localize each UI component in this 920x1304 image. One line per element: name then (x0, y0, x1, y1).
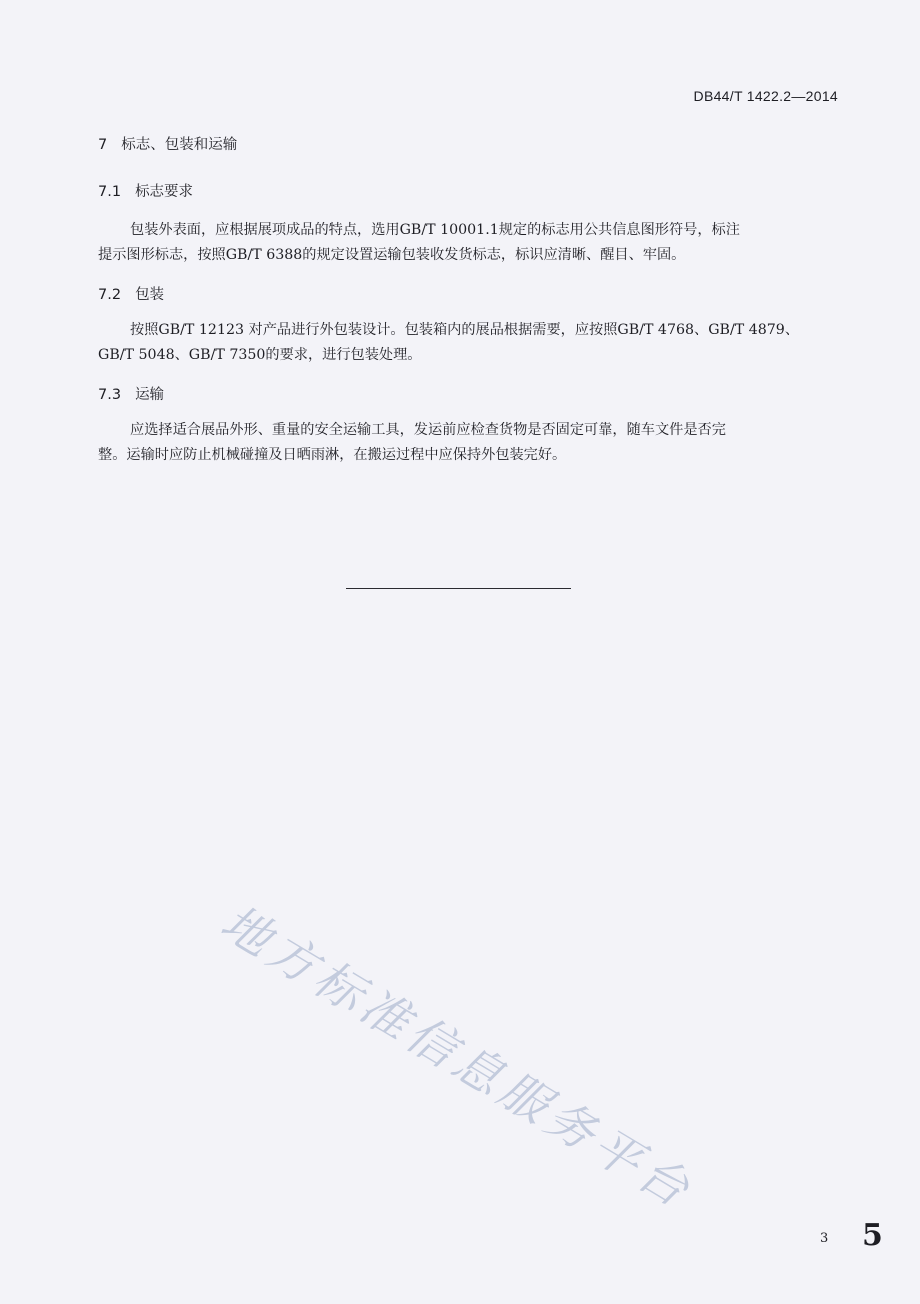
section-7-3-paragraph (98, 418, 840, 468)
section-number: 7.1 (98, 184, 122, 200)
section-number: 7.2 (98, 287, 122, 303)
paragraph-line: GB/T 5048、GB/T 7350的要求，进行包装处理。 (98, 347, 422, 363)
section-number: 7.3 (98, 387, 122, 403)
paragraph-line: 按照GB/T 12123 对产品进行外包装设计。包装箱内的展品根据需要，应按照GB/T 4768、GB/T 4879、 (130, 322, 800, 338)
page-number-large: 5 (862, 1218, 883, 1253)
section-7-1-paragraph (98, 218, 840, 268)
section-title: 标志、包装和运输 (121, 137, 238, 153)
paragraph-line: 提示图形标志，按照GB/T 6388的规定设置运输包装收发货标志，标识应清晰、醒目、牢固。 (98, 247, 686, 263)
section-7-2-heading (98, 283, 164, 304)
paragraph-line: 包装外表面，应根据展项成品的特点，选用GB/T 10001.1规定的标志用公共信息图形符号，标注 (130, 222, 740, 238)
section-7-1-heading (98, 180, 193, 201)
paragraph-line: 应选择适合展品外形、重量的安全运输工具，发运前应检查货物是否固定可靠，随车文件是否完 (130, 422, 726, 438)
section-title: 包装 (135, 287, 165, 303)
section-7-2-paragraph (98, 318, 840, 368)
section-title: 标志要求 (135, 184, 194, 200)
section-7-3-heading (98, 383, 164, 404)
section-7-heading (98, 133, 237, 154)
section-number: 7 (98, 137, 108, 153)
section-title: 运输 (135, 387, 165, 403)
end-rule (346, 588, 571, 589)
watermark: 地方标准信息服务平台 (211, 894, 703, 1221)
page-number-small: 3 (820, 1231, 829, 1246)
document-code: DB44/T 1422.2—2014 (693, 88, 838, 104)
paragraph-line: 整。运输时应防止机械碰撞及日晒雨淋，在搬运过程中应保持外包装完好。 (98, 447, 567, 463)
